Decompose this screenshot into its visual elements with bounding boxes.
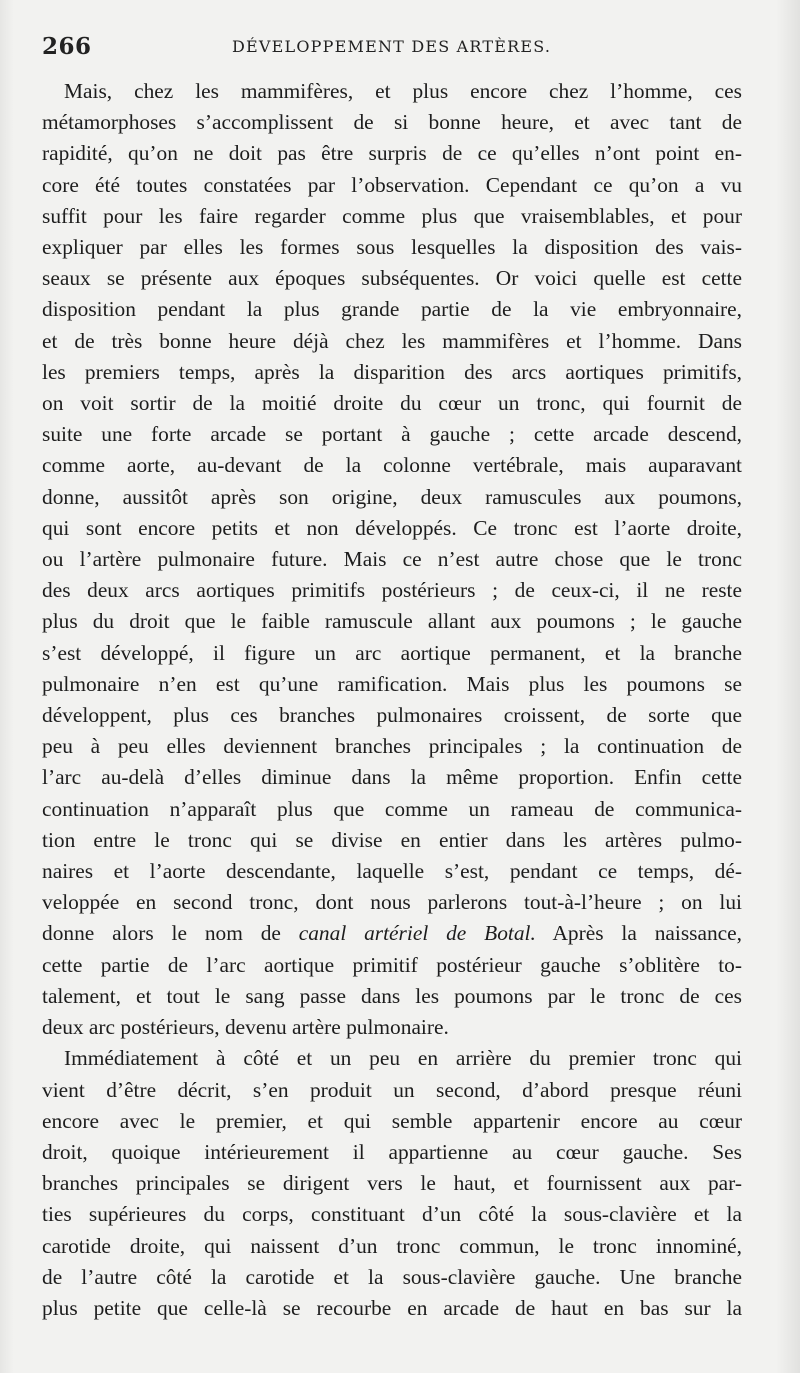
text-line: continuation n’apparaît plus que comme un rameau de communica- <box>42 796 742 821</box>
text-line: tion entre le tronc qui se divise en entier dans les artères pulmo- <box>42 827 742 852</box>
text-line: core été toutes constatées par l’observation. Cependant ce qu’on a vu <box>42 172 742 197</box>
page-number: 266 <box>42 33 92 60</box>
text-line: peu à peu elles deviennent branches principales ; la continuation de <box>42 734 742 759</box>
text-line: des deux arcs aortiques primitifs postérieurs ; de ceux-ci, il ne reste <box>42 578 742 603</box>
text-line: expliquer par elles les formes sous lesquelles la disposition des vais- <box>42 235 742 260</box>
text-line: Immédiatement à côté et un peu en arrière du premier tronc qui <box>64 1046 742 1071</box>
text-line: carotide droite, qui naissent d’un tronc commun, le tronc innominé, <box>42 1233 742 1258</box>
text-line: deux arc postérieurs, devenu artère pulmonaire. <box>42 1015 449 1040</box>
text-line: naires et l’aorte descendante, laquelle s’est, pendant ce temps, dé- <box>42 859 742 884</box>
italic-term: canal artériel de Botal. <box>298 921 536 946</box>
text-line: s’est développé, il figure un arc aortique permanent, et la branche <box>42 640 742 665</box>
page-header <box>42 33 742 67</box>
text-run: Après la naissance, <box>535 921 743 946</box>
text-line: plus du droit que le faible ramuscule allant aux poumons ; le gauche <box>42 609 742 634</box>
text-line: qui sont encore petits et non développés. Ce tronc est l’aorte droite, <box>42 515 742 540</box>
page-gutter-shadow <box>0 0 14 1373</box>
text-run: donne alors le nom de <box>42 921 299 946</box>
text-line: cette partie de l’arc aortique primitif postérieur gauche s’oblitère to- <box>42 952 742 977</box>
text-line: suite une forte arcade se portant à gauche ; cette arcade descend, <box>42 422 742 447</box>
text-line: talement, et tout le sang passe dans les poumons par le tronc de ces <box>42 983 742 1008</box>
text-line: donne, aussitôt après son origine, deux ramuscules aux poumons, <box>42 484 742 509</box>
body-text <box>42 76 742 1324</box>
text-line: disposition pendant la plus grande partie de la vie embryonnaire, <box>42 297 742 322</box>
text-line: de l’autre côté la carotide et la sous-clavière gauche. Une branche <box>42 1264 742 1289</box>
text-line: rapidité, qu’on ne doit pas être surpris de ce qu’elles n’ont point en- <box>42 141 742 166</box>
text-line-canal <box>42 918 742 949</box>
text-line: métamorphoses s’accomplissent de si bonne heure, et avec tant de <box>42 110 742 135</box>
text-line: Mais, chez les mammifères, et plus encore chez l’homme, ces <box>64 79 742 103</box>
text-line: vient d’être décrit, s’en produit un second, d’abord presque réuni <box>42 1077 742 1102</box>
text-line: droit, quoique intérieurement il appartienne au cœur gauche. Ses <box>42 1139 742 1164</box>
text-line: ties supérieures du corps, constituant d’un côté la sous-clavière et la <box>42 1202 742 1227</box>
text-line: pulmonaire n’en est qu’une ramification. Mais plus les poumons se <box>42 671 742 696</box>
text-line: les premiers temps, après la disparition des arcs aortiques primitifs, <box>42 359 742 384</box>
text-line: et de très bonne heure déjà chez les mammifères et l’homme. Dans <box>42 328 742 353</box>
text-line: branches principales se dirigent vers le haut, et fournissent aux par- <box>42 1171 742 1196</box>
text-line: suffit pour les faire regarder comme plus que vraisemblables, et pour <box>42 203 742 228</box>
text-line: plus petite que celle-là se recourbe en arcade de haut en bas sur la <box>42 1295 742 1320</box>
text-line: développent, plus ces branches pulmonaires croissent, de sorte que <box>42 703 742 728</box>
text-line: on voit sortir de la moitié droite du cœur un tronc, qui fournit de <box>42 391 742 416</box>
text-line: l’arc au-delà d’elles diminue dans la même proportion. Enfin cette <box>42 765 742 790</box>
page-edge-shadow <box>776 0 800 1373</box>
running-head: DÉVELOPPEMENT DES ARTÈRES. <box>232 37 552 56</box>
text-line: veloppée en second tronc, dont nous parlerons tout-à-l’heure ; on lui <box>42 890 742 915</box>
paragraph-1 <box>42 76 742 1043</box>
text-line: ou l’artère pulmonaire future. Mais ce n’est autre chose que le tronc <box>42 547 742 572</box>
text-line: comme aorte, au-devant de la colonne vertébrale, mais auparavant <box>42 453 742 478</box>
text-line: encore avec le premier, et qui semble appartenir encore au cœur <box>42 1108 742 1133</box>
paragraph-2 <box>42 1043 742 1324</box>
text-line: seaux se présente aux époques subséquentes. Or voici quelle est cette <box>42 266 742 291</box>
